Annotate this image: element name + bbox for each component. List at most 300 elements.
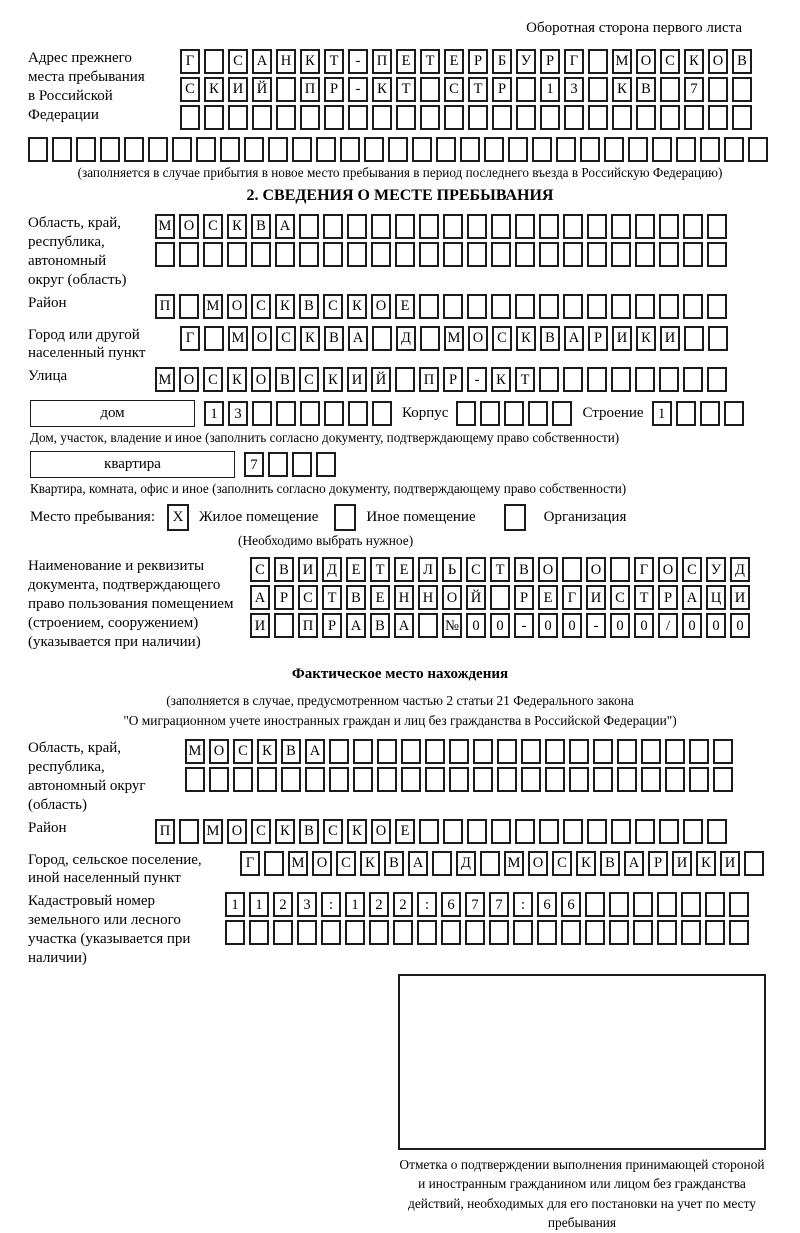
- char-box[interactable]: [659, 294, 679, 319]
- char-box[interactable]: [449, 767, 469, 792]
- char-box[interactable]: [225, 920, 245, 945]
- char-box[interactable]: С: [492, 326, 512, 351]
- char-box[interactable]: И: [228, 77, 248, 102]
- char-box[interactable]: [689, 739, 709, 764]
- char-box[interactable]: [641, 767, 661, 792]
- char-box[interactable]: Т: [324, 49, 344, 74]
- char-box[interactable]: 7: [489, 892, 509, 917]
- char-box[interactable]: [233, 767, 253, 792]
- char-box[interactable]: [552, 401, 572, 426]
- char-box[interactable]: :: [417, 892, 437, 917]
- char-box[interactable]: [124, 137, 144, 162]
- char-box[interactable]: В: [299, 294, 319, 319]
- char-box[interactable]: [473, 767, 493, 792]
- char-box[interactable]: [467, 819, 487, 844]
- char-box[interactable]: П: [298, 613, 318, 638]
- char-box[interactable]: [377, 739, 397, 764]
- char-box[interactable]: [456, 401, 476, 426]
- char-box[interactable]: [395, 214, 415, 239]
- char-box[interactable]: [412, 137, 432, 162]
- char-box[interactable]: [305, 767, 325, 792]
- char-box[interactable]: [713, 739, 733, 764]
- char-box[interactable]: М: [185, 739, 205, 764]
- char-box[interactable]: [515, 214, 535, 239]
- char-box[interactable]: С: [552, 851, 572, 876]
- char-box[interactable]: [419, 242, 439, 267]
- char-box[interactable]: И: [660, 326, 680, 351]
- char-box[interactable]: [562, 557, 582, 582]
- char-box[interactable]: [401, 767, 421, 792]
- char-box[interactable]: Л: [418, 557, 438, 582]
- char-box[interactable]: О: [179, 367, 199, 392]
- char-box[interactable]: Д: [322, 557, 342, 582]
- char-box[interactable]: К: [347, 819, 367, 844]
- char-box[interactable]: 1: [540, 77, 560, 102]
- char-box[interactable]: С: [660, 49, 680, 74]
- stay-option-organization-checkbox[interactable]: [504, 504, 526, 531]
- char-box[interactable]: [633, 920, 653, 945]
- char-box[interactable]: [388, 137, 408, 162]
- char-box[interactable]: [744, 851, 764, 876]
- char-box[interactable]: :: [513, 892, 533, 917]
- char-box[interactable]: А: [408, 851, 428, 876]
- char-box[interactable]: К: [491, 367, 511, 392]
- char-box[interactable]: [516, 77, 536, 102]
- apartment-type-box[interactable]: квартира: [30, 451, 235, 478]
- char-box[interactable]: [611, 294, 631, 319]
- char-box[interactable]: [580, 137, 600, 162]
- char-box[interactable]: В: [299, 819, 319, 844]
- char-box[interactable]: Р: [658, 585, 678, 610]
- char-box[interactable]: 3: [297, 892, 317, 917]
- char-box[interactable]: [252, 401, 272, 426]
- char-box[interactable]: [515, 819, 535, 844]
- char-box[interactable]: [588, 77, 608, 102]
- char-box[interactable]: [353, 767, 373, 792]
- char-box[interactable]: [299, 214, 319, 239]
- char-box[interactable]: [563, 294, 583, 319]
- char-box[interactable]: С: [298, 585, 318, 610]
- char-box[interactable]: [443, 242, 463, 267]
- char-box[interactable]: Г: [562, 585, 582, 610]
- char-box[interactable]: М: [203, 819, 223, 844]
- char-box[interactable]: [249, 920, 269, 945]
- char-box[interactable]: [252, 105, 272, 130]
- char-box[interactable]: [321, 920, 341, 945]
- char-box[interactable]: П: [155, 819, 175, 844]
- char-box[interactable]: [347, 242, 367, 267]
- house-type-box[interactable]: дом: [30, 400, 195, 427]
- char-box[interactable]: [587, 367, 607, 392]
- char-box[interactable]: [180, 105, 200, 130]
- char-box[interactable]: [491, 242, 511, 267]
- char-box[interactable]: Й: [371, 367, 391, 392]
- char-box[interactable]: [539, 819, 559, 844]
- char-box[interactable]: [228, 105, 248, 130]
- char-box[interactable]: [732, 77, 752, 102]
- char-box[interactable]: [323, 242, 343, 267]
- char-box[interactable]: -: [348, 49, 368, 74]
- char-box[interactable]: К: [300, 49, 320, 74]
- char-box[interactable]: [484, 137, 504, 162]
- char-box[interactable]: С: [336, 851, 356, 876]
- char-box[interactable]: [281, 767, 301, 792]
- char-box[interactable]: [244, 137, 264, 162]
- char-box[interactable]: [609, 920, 629, 945]
- char-box[interactable]: П: [300, 77, 320, 102]
- char-box[interactable]: К: [275, 294, 295, 319]
- char-box[interactable]: Н: [394, 585, 414, 610]
- char-box[interactable]: [681, 920, 701, 945]
- char-box[interactable]: И: [250, 613, 270, 638]
- char-box[interactable]: [276, 77, 296, 102]
- char-box[interactable]: Р: [588, 326, 608, 351]
- char-box[interactable]: [401, 739, 421, 764]
- char-box[interactable]: [372, 326, 392, 351]
- char-box[interactable]: О: [227, 819, 247, 844]
- char-box[interactable]: 0: [610, 613, 630, 638]
- char-box[interactable]: О: [227, 294, 247, 319]
- char-box[interactable]: Р: [322, 613, 342, 638]
- char-box[interactable]: -: [514, 613, 534, 638]
- char-box[interactable]: М: [228, 326, 248, 351]
- char-box[interactable]: [515, 294, 535, 319]
- char-box[interactable]: [204, 105, 224, 130]
- char-box[interactable]: [659, 367, 679, 392]
- char-box[interactable]: [732, 105, 752, 130]
- char-box[interactable]: [179, 294, 199, 319]
- char-box[interactable]: [676, 137, 696, 162]
- char-box[interactable]: Г: [240, 851, 260, 876]
- char-box[interactable]: [329, 767, 349, 792]
- char-box[interactable]: [460, 137, 480, 162]
- char-box[interactable]: К: [227, 367, 247, 392]
- char-box[interactable]: И: [672, 851, 692, 876]
- char-box[interactable]: [441, 920, 461, 945]
- char-box[interactable]: [276, 105, 296, 130]
- char-box[interactable]: Е: [396, 49, 416, 74]
- char-box[interactable]: [497, 739, 517, 764]
- char-box[interactable]: [372, 401, 392, 426]
- char-box[interactable]: 1: [225, 892, 245, 917]
- char-box[interactable]: 0: [706, 613, 726, 638]
- char-box[interactable]: [419, 214, 439, 239]
- char-box[interactable]: [564, 105, 584, 130]
- char-box[interactable]: С: [251, 294, 271, 319]
- char-box[interactable]: 3: [564, 77, 584, 102]
- char-box[interactable]: [489, 920, 509, 945]
- char-box[interactable]: [276, 401, 296, 426]
- char-box[interactable]: О: [442, 585, 462, 610]
- char-box[interactable]: [52, 137, 72, 162]
- char-box[interactable]: О: [586, 557, 606, 582]
- char-box[interactable]: [155, 242, 175, 267]
- char-box[interactable]: [348, 105, 368, 130]
- char-box[interactable]: К: [696, 851, 716, 876]
- char-box[interactable]: 6: [441, 892, 461, 917]
- char-box[interactable]: [641, 739, 661, 764]
- char-box[interactable]: С: [466, 557, 486, 582]
- char-box[interactable]: [676, 401, 696, 426]
- char-box[interactable]: [659, 214, 679, 239]
- char-box[interactable]: [480, 401, 500, 426]
- char-box[interactable]: Т: [370, 557, 390, 582]
- char-box[interactable]: О: [252, 326, 272, 351]
- char-box[interactable]: [665, 739, 685, 764]
- char-box[interactable]: П: [155, 294, 175, 319]
- char-box[interactable]: И: [612, 326, 632, 351]
- char-box[interactable]: Т: [490, 557, 510, 582]
- char-box[interactable]: М: [288, 851, 308, 876]
- char-box[interactable]: 2: [369, 892, 389, 917]
- char-box[interactable]: 7: [465, 892, 485, 917]
- char-box[interactable]: [348, 401, 368, 426]
- char-box[interactable]: [705, 920, 725, 945]
- char-box[interactable]: [681, 892, 701, 917]
- char-box[interactable]: [100, 137, 120, 162]
- char-box[interactable]: [611, 819, 631, 844]
- char-box[interactable]: [444, 105, 464, 130]
- char-box[interactable]: [569, 767, 589, 792]
- char-box[interactable]: [724, 401, 744, 426]
- char-box[interactable]: [418, 613, 438, 638]
- char-box[interactable]: [683, 367, 703, 392]
- char-box[interactable]: [539, 294, 559, 319]
- char-box[interactable]: В: [600, 851, 620, 876]
- char-box[interactable]: [340, 137, 360, 162]
- char-box[interactable]: В: [275, 367, 295, 392]
- char-box[interactable]: [329, 739, 349, 764]
- char-box[interactable]: И: [586, 585, 606, 610]
- char-box[interactable]: 1: [249, 892, 269, 917]
- char-box[interactable]: [185, 767, 205, 792]
- char-box[interactable]: Й: [466, 585, 486, 610]
- char-box[interactable]: О: [636, 49, 656, 74]
- char-box[interactable]: [628, 137, 648, 162]
- char-box[interactable]: 1: [652, 401, 672, 426]
- char-box[interactable]: В: [370, 613, 390, 638]
- char-box[interactable]: [300, 105, 320, 130]
- char-box[interactable]: А: [252, 49, 272, 74]
- char-box[interactable]: [299, 242, 319, 267]
- char-box[interactable]: И: [347, 367, 367, 392]
- char-box[interactable]: [353, 739, 373, 764]
- char-box[interactable]: [588, 105, 608, 130]
- char-box[interactable]: С: [251, 819, 271, 844]
- char-box[interactable]: Р: [468, 49, 488, 74]
- char-box[interactable]: [491, 819, 511, 844]
- char-box[interactable]: В: [274, 557, 294, 582]
- char-box[interactable]: 0: [562, 613, 582, 638]
- char-box[interactable]: [528, 401, 548, 426]
- char-box[interactable]: Е: [346, 557, 366, 582]
- char-box[interactable]: [585, 920, 605, 945]
- char-box[interactable]: 2: [273, 892, 293, 917]
- char-box[interactable]: К: [360, 851, 380, 876]
- char-box[interactable]: С: [276, 326, 296, 351]
- char-box[interactable]: [539, 367, 559, 392]
- char-box[interactable]: [593, 767, 613, 792]
- char-box[interactable]: [316, 452, 336, 477]
- char-box[interactable]: М: [155, 367, 175, 392]
- char-box[interactable]: Р: [324, 77, 344, 102]
- char-box[interactable]: [659, 819, 679, 844]
- char-box[interactable]: [707, 294, 727, 319]
- char-box[interactable]: П: [372, 49, 392, 74]
- char-box[interactable]: [467, 242, 487, 267]
- char-box[interactable]: К: [204, 77, 224, 102]
- char-box[interactable]: С: [610, 585, 630, 610]
- char-box[interactable]: Д: [456, 851, 476, 876]
- char-box[interactable]: 0: [730, 613, 750, 638]
- char-box[interactable]: О: [179, 214, 199, 239]
- char-box[interactable]: [209, 767, 229, 792]
- char-box[interactable]: М: [612, 49, 632, 74]
- char-box[interactable]: [609, 892, 629, 917]
- char-box[interactable]: 0: [466, 613, 486, 638]
- char-box[interactable]: [617, 739, 637, 764]
- char-box[interactable]: В: [324, 326, 344, 351]
- char-box[interactable]: П: [419, 367, 439, 392]
- char-box[interactable]: [420, 105, 440, 130]
- char-box[interactable]: -: [586, 613, 606, 638]
- char-box[interactable]: О: [371, 294, 391, 319]
- char-box[interactable]: А: [682, 585, 702, 610]
- char-box[interactable]: О: [312, 851, 332, 876]
- char-box[interactable]: [563, 242, 583, 267]
- char-box[interactable]: Т: [468, 77, 488, 102]
- char-box[interactable]: [707, 214, 727, 239]
- char-box[interactable]: Р: [540, 49, 560, 74]
- char-box[interactable]: [563, 214, 583, 239]
- char-box[interactable]: [700, 401, 720, 426]
- char-box[interactable]: 6: [537, 892, 557, 917]
- char-box[interactable]: С: [682, 557, 702, 582]
- char-box[interactable]: [748, 137, 768, 162]
- char-box[interactable]: [492, 105, 512, 130]
- char-box[interactable]: [665, 767, 685, 792]
- char-box[interactable]: Й: [252, 77, 272, 102]
- char-box[interactable]: [556, 137, 576, 162]
- char-box[interactable]: [539, 242, 559, 267]
- char-box[interactable]: [635, 214, 655, 239]
- char-box[interactable]: [264, 851, 284, 876]
- char-box[interactable]: С: [203, 367, 223, 392]
- char-box[interactable]: А: [346, 613, 366, 638]
- char-box[interactable]: В: [540, 326, 560, 351]
- char-box[interactable]: Н: [276, 49, 296, 74]
- stay-option-residential-checkbox[interactable]: X: [167, 504, 189, 531]
- char-box[interactable]: [657, 920, 677, 945]
- char-box[interactable]: [588, 49, 608, 74]
- char-box[interactable]: К: [516, 326, 536, 351]
- char-box[interactable]: [633, 892, 653, 917]
- char-box[interactable]: [513, 920, 533, 945]
- char-box[interactable]: -: [348, 77, 368, 102]
- char-box[interactable]: Г: [634, 557, 654, 582]
- char-box[interactable]: Т: [420, 49, 440, 74]
- char-box[interactable]: [713, 767, 733, 792]
- char-box[interactable]: [443, 819, 463, 844]
- char-box[interactable]: Б: [492, 49, 512, 74]
- char-box[interactable]: [587, 819, 607, 844]
- char-box[interactable]: [563, 819, 583, 844]
- char-box[interactable]: [323, 214, 343, 239]
- char-box[interactable]: [563, 367, 583, 392]
- char-box[interactable]: :: [321, 892, 341, 917]
- char-box[interactable]: К: [300, 326, 320, 351]
- char-box[interactable]: Г: [180, 49, 200, 74]
- char-box[interactable]: [729, 920, 749, 945]
- char-box[interactable]: [324, 105, 344, 130]
- char-box[interactable]: [491, 214, 511, 239]
- char-box[interactable]: О: [468, 326, 488, 351]
- char-box[interactable]: [179, 242, 199, 267]
- char-box[interactable]: О: [209, 739, 229, 764]
- char-box[interactable]: [497, 767, 517, 792]
- char-box[interactable]: [274, 613, 294, 638]
- char-box[interactable]: [467, 214, 487, 239]
- char-box[interactable]: [393, 920, 413, 945]
- char-box[interactable]: [545, 739, 565, 764]
- char-box[interactable]: 0: [490, 613, 510, 638]
- char-box[interactable]: [635, 819, 655, 844]
- char-box[interactable]: [172, 137, 192, 162]
- char-box[interactable]: К: [227, 214, 247, 239]
- char-box[interactable]: [635, 294, 655, 319]
- char-box[interactable]: Е: [395, 819, 415, 844]
- char-box[interactable]: [432, 851, 452, 876]
- char-box[interactable]: В: [281, 739, 301, 764]
- char-box[interactable]: [729, 892, 749, 917]
- char-box[interactable]: О: [528, 851, 548, 876]
- char-box[interactable]: [689, 767, 709, 792]
- char-box[interactable]: [561, 920, 581, 945]
- char-box[interactable]: [347, 214, 367, 239]
- char-box[interactable]: [611, 367, 631, 392]
- char-box[interactable]: Е: [444, 49, 464, 74]
- char-box[interactable]: [707, 242, 727, 267]
- char-box[interactable]: [515, 242, 535, 267]
- char-box[interactable]: [521, 767, 541, 792]
- char-box[interactable]: [587, 242, 607, 267]
- char-box[interactable]: [420, 77, 440, 102]
- char-box[interactable]: Н: [418, 585, 438, 610]
- char-box[interactable]: [297, 920, 317, 945]
- char-box[interactable]: [467, 294, 487, 319]
- char-box[interactable]: [371, 242, 391, 267]
- char-box[interactable]: Г: [564, 49, 584, 74]
- char-box[interactable]: [604, 137, 624, 162]
- char-box[interactable]: Р: [648, 851, 668, 876]
- char-box[interactable]: Ь: [442, 557, 462, 582]
- char-box[interactable]: А: [348, 326, 368, 351]
- char-box[interactable]: 2: [393, 892, 413, 917]
- char-box[interactable]: [292, 452, 312, 477]
- char-box[interactable]: О: [251, 367, 271, 392]
- char-box[interactable]: В: [732, 49, 752, 74]
- char-box[interactable]: [268, 452, 288, 477]
- char-box[interactable]: А: [564, 326, 584, 351]
- char-box[interactable]: К: [636, 326, 656, 351]
- char-box[interactable]: [540, 105, 560, 130]
- char-box[interactable]: С: [233, 739, 253, 764]
- char-box[interactable]: 1: [204, 401, 224, 426]
- char-box[interactable]: [420, 326, 440, 351]
- char-box[interactable]: У: [516, 49, 536, 74]
- char-box[interactable]: Е: [538, 585, 558, 610]
- char-box[interactable]: №: [442, 613, 462, 638]
